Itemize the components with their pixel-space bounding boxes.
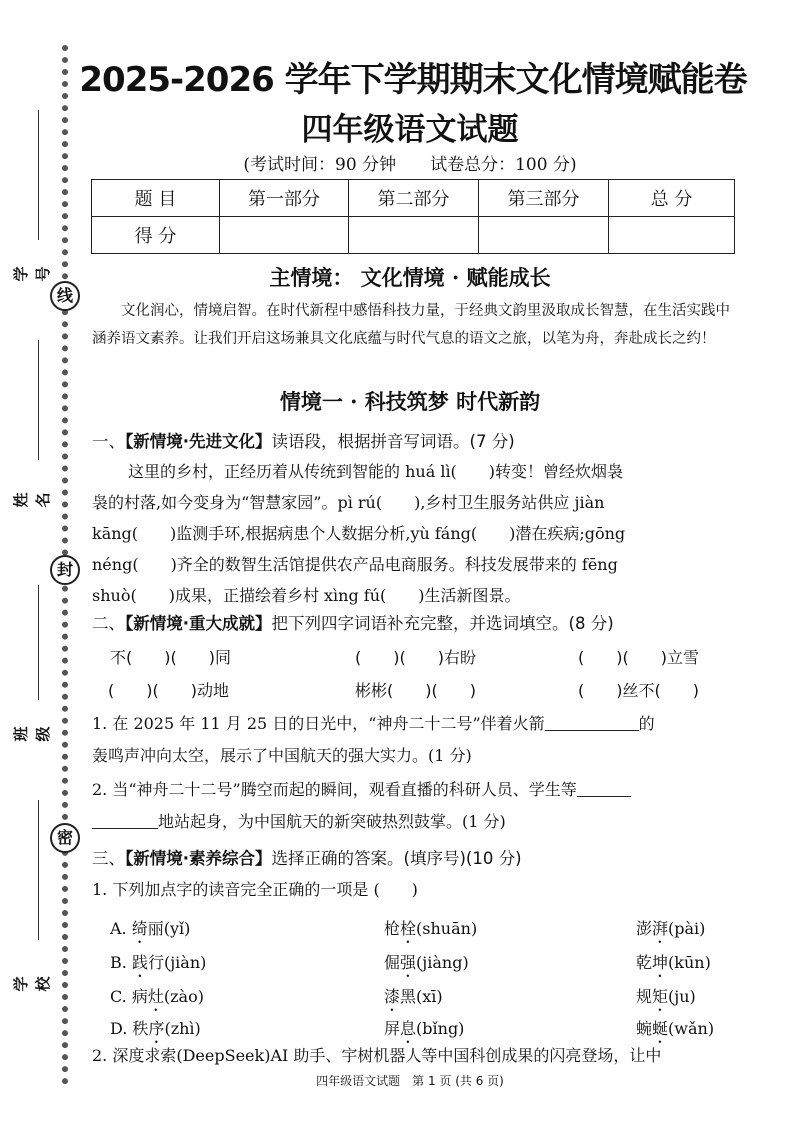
school-label: 学校 [12, 976, 52, 992]
question-1-heading: 一、【新情境·先进文化】读语段，根据拼音写词语。(7 分) [92, 432, 515, 451]
idiom-blank: ( )( )动地 [108, 681, 229, 700]
option-b-item: 乾坤(kūn) [636, 953, 711, 972]
score-header-part3: 第三部分 [479, 180, 609, 217]
option-a-item: 澎湃(pài) [636, 919, 706, 938]
class-rule [38, 585, 39, 700]
student-id-label: 学号 [12, 266, 52, 282]
score-header-total: 总 分 [609, 180, 735, 217]
score-cell-part1[interactable] [220, 217, 349, 254]
question-2-sentence-1-cont: 轰鸣声冲向太空，展示了中国航天的强大实力。(1 分) [92, 746, 472, 765]
theme-title: 主情境： 文化情境 · 赋能成长 [269, 265, 551, 290]
score-cell-total[interactable] [609, 217, 735, 254]
score-table-header-row [92, 180, 735, 217]
question-3-sub-1: 1. 下列加点字的读音完全正确的一项是 ( ) [92, 880, 418, 899]
passage-line: néng( )齐全的数智生活馆提供农产品电商服务。科技发展带来的 fēng [92, 555, 618, 574]
situation-one-title: 情境一 · 科技筑梦 时代新韵 [279, 389, 541, 414]
school-rule [38, 800, 39, 940]
question-2-heading: 二、【新情境·重大成就】把下列四字词语补充完整，并选词填空。(8 分) [92, 614, 614, 633]
question-3-sub-2: 2. 深度求索(DeepSeek)AI 助手、宇树机器人等中国科创成果的闪亮登场，让中 [92, 1046, 662, 1065]
student-id-rule [38, 110, 39, 240]
option-c-item[interactable]: C. 病灶(zào) [110, 987, 204, 1006]
class-label: 班级 [12, 726, 52, 742]
answer-blank[interactable] [92, 812, 158, 829]
name-label: 姓名 [12, 492, 52, 508]
option-a-item[interactable]: A. 绮丽(yǐ) [110, 919, 191, 938]
question-2-sentence-1: 1. 在 2025 年 11 月 25 日的日光中，“神舟二十二号”伴着火箭 的 [92, 714, 655, 733]
option-d-item: 蜿蜒(wǎn) [636, 1019, 715, 1038]
score-table [91, 179, 735, 254]
score-header-part2: 第二部分 [349, 180, 479, 217]
passage-line: kāng( )监测手环,根据病患个人数据分析,yù fáng( )潜在疾病;gōng [92, 524, 626, 543]
option-d-item[interactable]: D. 秩序(zhì) [110, 1019, 201, 1038]
question-2-sentence-2: 2. 当“神舟二十二号”腾空而起的瞬间，观看直播的科研人员、学生等 [92, 777, 752, 800]
theme-intro: 文化润心，情境启智。在时代新程中感悟科技力量，于经典文韵里汲取成长智慧，在生活实践中涵养语文素养。让我们开启这场兼具文化底蕴与时代气息的语文之旅，以笔为舟，奔赴成长之约！ [92, 303, 730, 347]
idiom-blank: ( )( )右盼 [355, 648, 476, 667]
seal-mi: 密 [50, 823, 80, 853]
name-rule [38, 340, 39, 460]
passage-line: shuò( )成果，正描绘着乡村 xìng fú( )生活新图景。 [92, 586, 521, 605]
score-row-label: 得 分 [92, 217, 220, 254]
question-3-heading: 三、【新情境·素养综合】选择正确的答案。(填序号)(10 分) [92, 849, 522, 868]
passage-line: 袅的村落,如今变身为“智慧家园”。pì rú( ),乡村卫生服务站供应 jiàn [92, 493, 605, 512]
idiom-blank: ( )丝不( ) [578, 681, 699, 700]
answer-blank[interactable] [545, 714, 639, 731]
option-a-item: 枪栓(shuān) [384, 919, 478, 938]
exam-title: 2025-2026 学年下学期期末文化情境赋能卷 [79, 60, 747, 100]
seal-feng: 封 [50, 555, 80, 585]
seal-xian: 线 [50, 281, 80, 311]
idiom-blank: 彬彬( )( ) [355, 681, 476, 700]
score-header-part1: 第一部分 [220, 180, 349, 217]
answer-blank[interactable] [577, 780, 631, 797]
score-header-item: 题 目 [92, 180, 220, 217]
idiom-blank: ( )( )立雪 [578, 648, 699, 667]
question-2-sentence-2-cont: 地站起身，为中国航天的新突破热烈鼓掌。(1 分) [92, 809, 752, 832]
option-c-item: 漆黑(xī) [384, 987, 443, 1006]
option-c-item: 规矩(ju) [636, 987, 696, 1006]
exam-info: (考试时间：90 分钟 试卷总分：100 分) [243, 155, 577, 175]
option-d-item: 屏息(bǐng) [384, 1019, 465, 1038]
page-footer: 四年级语文试题 第 1 页 (共 6 页) [316, 1074, 504, 1088]
score-table-score-row [92, 217, 735, 254]
score-cell-part3[interactable] [479, 217, 609, 254]
question-1-passage [92, 456, 747, 611]
exam-subtitle: 四年级语文试题 [301, 112, 519, 148]
option-b-item: 倔强(jiàng) [384, 953, 469, 972]
score-cell-part2[interactable] [349, 217, 479, 254]
option-b-item[interactable]: B. 践行(jiàn) [110, 953, 207, 972]
passage-line: 这里的乡村，正经历着从传统到智能的 huá lì( )转变！曾经炊烟袅 [128, 462, 624, 481]
idiom-blank: 不( )( )同 [110, 648, 231, 667]
